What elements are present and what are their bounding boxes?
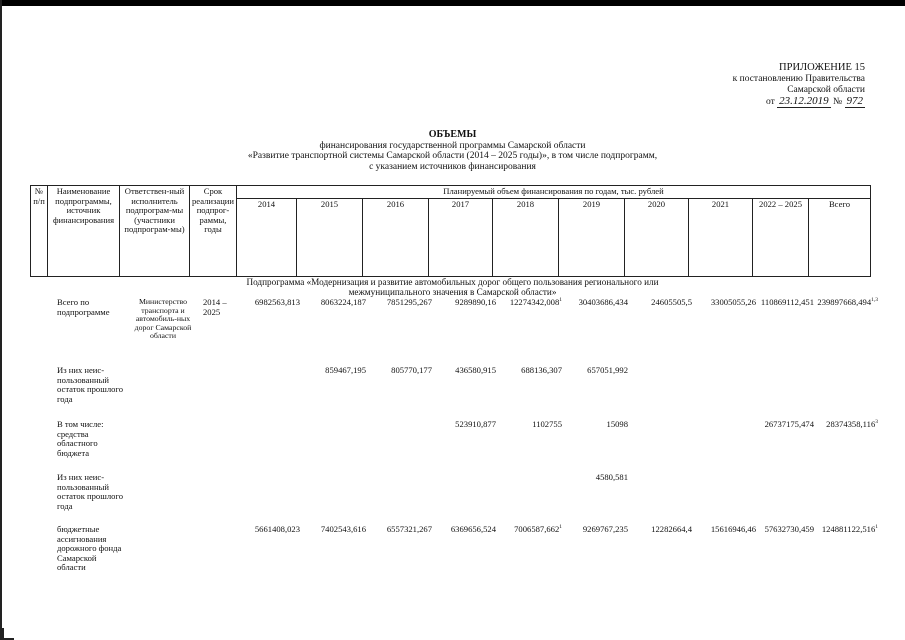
value-number: 805770,177 <box>391 365 432 375</box>
footnote-mark: 1,3 <box>871 297 878 304</box>
value-number: 110869112,451 <box>760 297 814 307</box>
table-header <box>30 185 871 277</box>
appendix-date: 23.12.2019 <box>779 95 829 107</box>
subprogram-title-line1: Подпрограмма «Модернизация и развитие автомобильных дорог общего пользования регионального или <box>246 277 659 287</box>
footnote-mark: 1 <box>559 524 562 531</box>
row-value <box>651 525 692 535</box>
row-value <box>765 420 814 430</box>
value-number: 9269767,235 <box>582 524 628 534</box>
row-total <box>826 420 878 430</box>
title-line2: «Развитие транспортной системы Самарской области (2014 – 2025 годы)», в том числе подпрограмм, <box>247 151 658 161</box>
appendix-head: ПРИЛОЖЕНИЕ 15 <box>779 62 865 73</box>
header-year: 2018 <box>493 198 559 276</box>
appendix-line1: к постановлению Правительства <box>732 74 865 84</box>
header-responsible: Ответствен-ный исполнитель подпрограм-мы (участники подпрограм-мы) <box>120 186 190 277</box>
value-number: 5661408,023 <box>254 524 300 534</box>
row-responsible: Министерство транспорта и автомобиль-ных дорог Самарской области <box>134 297 192 341</box>
row-value <box>325 366 366 376</box>
row-value <box>596 473 628 483</box>
row-name: Из них неис-пользованный остаток прошлого года <box>57 472 124 511</box>
row-value <box>579 298 628 308</box>
row-value <box>514 525 562 535</box>
row-value <box>387 298 432 308</box>
row-value <box>455 366 496 376</box>
subprogram-title-line2: межмуниципального значения в Самарской области» <box>348 287 557 297</box>
title-line1: финансирования государственной программы Самарской области <box>319 140 586 151</box>
scan-top-border <box>0 0 905 6</box>
row-value <box>651 298 692 308</box>
header-year: 2021 <box>689 198 753 276</box>
value-number: 1102755 <box>532 419 562 429</box>
row-value <box>255 298 300 308</box>
row-value <box>255 525 300 535</box>
header-year: 2022 – 2025 <box>753 198 809 276</box>
row-value <box>391 366 432 376</box>
scan-corner-mark <box>2 628 14 640</box>
row-value <box>451 525 496 535</box>
appendix-line2: Самарской области <box>787 85 865 95</box>
header-year: 2015 <box>297 198 363 276</box>
footnote-mark: 1 <box>559 297 562 304</box>
value-number: 57632730,459 <box>764 524 814 534</box>
header-total: Всего <box>809 198 871 276</box>
title-main: ОБЪЕМЫ <box>428 129 477 140</box>
row-value <box>387 525 432 535</box>
row-name: Всего по подпрограмме <box>57 297 110 317</box>
row-value <box>521 366 562 376</box>
value-number: 6982563,813 <box>254 297 300 307</box>
row-name: В том числе: средства областного бюджета <box>57 419 104 458</box>
row-value <box>761 298 814 308</box>
value-number: 9289890,16 <box>455 297 496 307</box>
value-number: 859467,195 <box>325 365 366 375</box>
header-num: № п/п <box>31 186 48 277</box>
header-plan: Планируемый объем финансирования по годам, тыс. рублей <box>237 186 871 199</box>
value-number: 15098 <box>606 419 628 429</box>
header-year: 2016 <box>363 198 429 276</box>
value-number: 4580,581 <box>595 472 628 482</box>
value-number: 523910,877 <box>455 419 496 429</box>
value-number: 239897668,494 <box>817 297 872 307</box>
row-total <box>817 298 878 308</box>
scan-left-border <box>0 0 2 640</box>
row-value <box>510 298 562 308</box>
subprogram-title <box>0 277 905 297</box>
row-value <box>455 298 496 308</box>
row-name: Из них неис-пользованный остаток прошлого года <box>57 365 124 404</box>
appendix-number-prefix: № <box>833 97 843 107</box>
row-value <box>587 366 628 376</box>
row-value <box>321 525 366 535</box>
appendix-date-prefix: от <box>766 97 775 107</box>
header-name: Наименование подпрограммы, источник финансирования <box>48 186 120 277</box>
value-number: 124881122,516 <box>821 524 876 534</box>
value-number: 6369656,524 <box>450 524 496 534</box>
row-term: 2014 – 2025 <box>203 297 227 317</box>
appendix-date-line <box>733 96 865 108</box>
header-year: 2020 <box>625 198 689 276</box>
footnote-mark: 1 <box>875 524 878 531</box>
value-number: 15616946,46 <box>710 524 756 534</box>
value-number: 12282664,4 <box>651 524 692 534</box>
value-number: 6557321,267 <box>386 524 432 534</box>
row-value <box>583 525 628 535</box>
value-number: 7006587,662 <box>514 524 560 534</box>
row-value <box>321 298 366 308</box>
value-number: 30403686,434 <box>578 297 628 307</box>
value-number: 688136,307 <box>521 365 562 375</box>
row-value <box>455 420 496 430</box>
row-value <box>532 420 562 430</box>
header-year: 2017 <box>429 198 493 276</box>
value-number: 24605505,5 <box>651 297 692 307</box>
value-number: 7402543,616 <box>320 524 366 534</box>
appendix-number: 972 <box>846 95 863 107</box>
footnote-mark: 3 <box>875 419 878 426</box>
value-number: 33005055,26 <box>710 297 756 307</box>
header-term: Срок реализации подпрог-раммы, годы <box>190 186 237 277</box>
document-title <box>0 130 905 172</box>
row-value <box>711 298 756 308</box>
row-value <box>607 420 628 430</box>
header-year: 2014 <box>237 198 297 276</box>
row-value <box>711 525 756 535</box>
row-total <box>822 525 878 535</box>
appendix-block <box>733 62 865 108</box>
header-year: 2019 <box>559 198 625 276</box>
value-number: 436580,915 <box>455 365 496 375</box>
value-number: 657051,992 <box>587 365 628 375</box>
row-value <box>765 525 814 535</box>
title-line3: с указанием источников финансирования <box>369 161 536 172</box>
row-name: бюджетные ассигнования дорожного фонда Самарской области <box>57 524 122 573</box>
value-number: 26737175,474 <box>764 419 814 429</box>
value-number: 8063224,187 <box>320 297 366 307</box>
value-number: 28374358,116 <box>826 419 876 429</box>
value-number: 7851295,267 <box>386 297 432 307</box>
value-number: 12274342,008 <box>509 297 560 307</box>
